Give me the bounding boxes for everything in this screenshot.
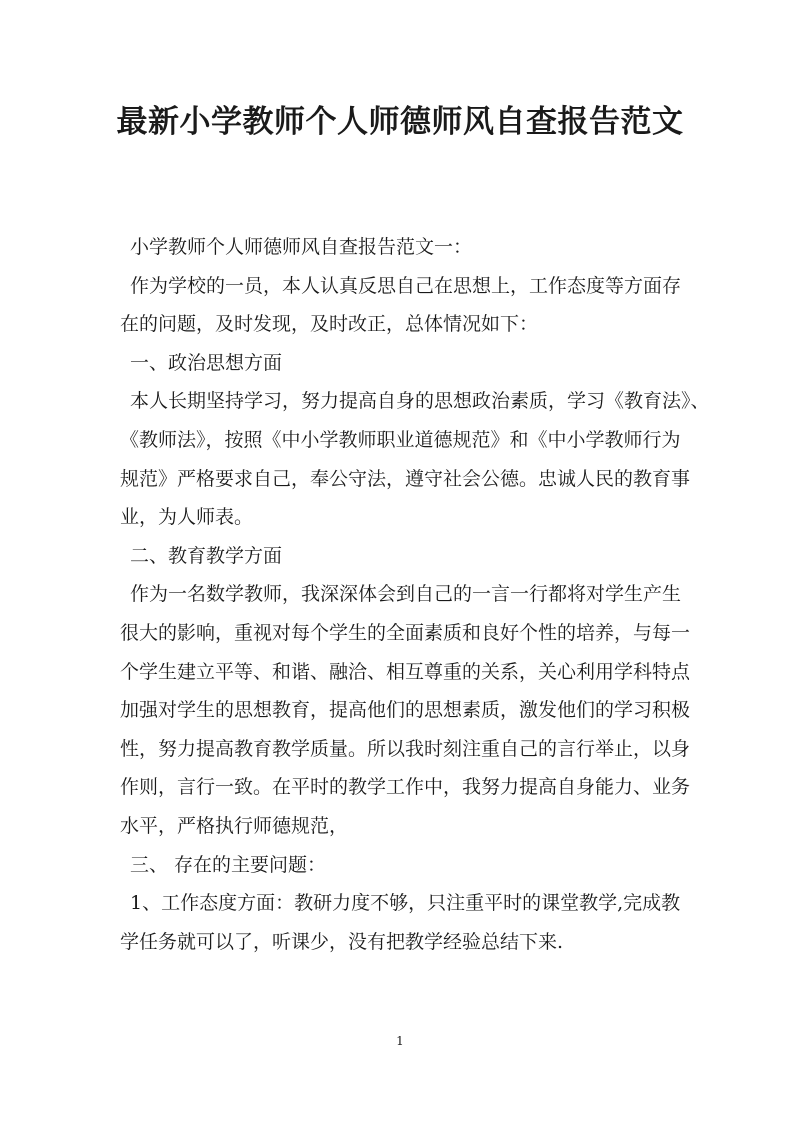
section-heading: 三、 存在的主要问题： bbox=[130, 853, 327, 876]
paragraph-line: 小学教师个人师德师风自查报告范文一： bbox=[130, 236, 473, 258]
document-body bbox=[120, 228, 710, 961]
paragraph-line: 学任务就可以了，听课少，没有把教学经验总结下来. bbox=[120, 930, 564, 953]
paragraph-line: 作为学校的一员，本人认真反思自己在思想上，工作态度等方面存 bbox=[130, 274, 682, 297]
paragraph-line: 性，努力提高教育教学质量。所以我时刻注重自己的言行举止，以身 bbox=[120, 737, 691, 760]
paragraph-line: 本人长期坚持学习，努力提高自身的思想政治素质，学习《教育法》、 bbox=[130, 390, 710, 413]
page-number: 1 bbox=[396, 1034, 404, 1048]
section-heading: 一、政治思想方面 bbox=[130, 351, 283, 374]
paragraph-line: 业，为人师表。 bbox=[120, 506, 254, 529]
paragraph-line: 作则，言行一致。在平时的教学工作中，我努力提高自身能力、业务 bbox=[120, 776, 691, 799]
paragraph-line: 作为一名数学教师，我深深体会到自己的一言一行都将对学生产生 bbox=[130, 583, 682, 606]
paragraph-line: 在的问题，及时发现，及时改正，总体情况如下： bbox=[120, 313, 539, 336]
document-title: 最新小学教师个人师德师风自查报告范文 bbox=[116, 104, 684, 140]
paragraph-line: 规范》严格要求自己，奉公守法，遵守社会公德。忠诚人民的教育事 bbox=[120, 467, 691, 490]
section-heading: 二、教育教学方面 bbox=[130, 544, 283, 567]
paragraph-line: 《教师法》，按照《中小学教师职业道德规范》和《中小学教师行为 bbox=[120, 428, 681, 451]
paragraph-line: 水平，严格执行师德规范， bbox=[120, 814, 349, 837]
paragraph-line: 个学生建立平等、和谐、融洽、相互尊重的关系，关心利用学科特点 bbox=[120, 660, 691, 683]
paragraph-line: 加强对学生的思想教育，提高他们的思想素质，激发他们的学习积极 bbox=[120, 699, 691, 722]
paragraph-line: 很大的影响，重视对每个学生的全面素质和良好个性的培养，与每一 bbox=[120, 621, 691, 644]
paragraph-line: 1、工作态度方面：教研力度不够，只注重平时的课堂教学,完成教 bbox=[130, 892, 681, 915]
